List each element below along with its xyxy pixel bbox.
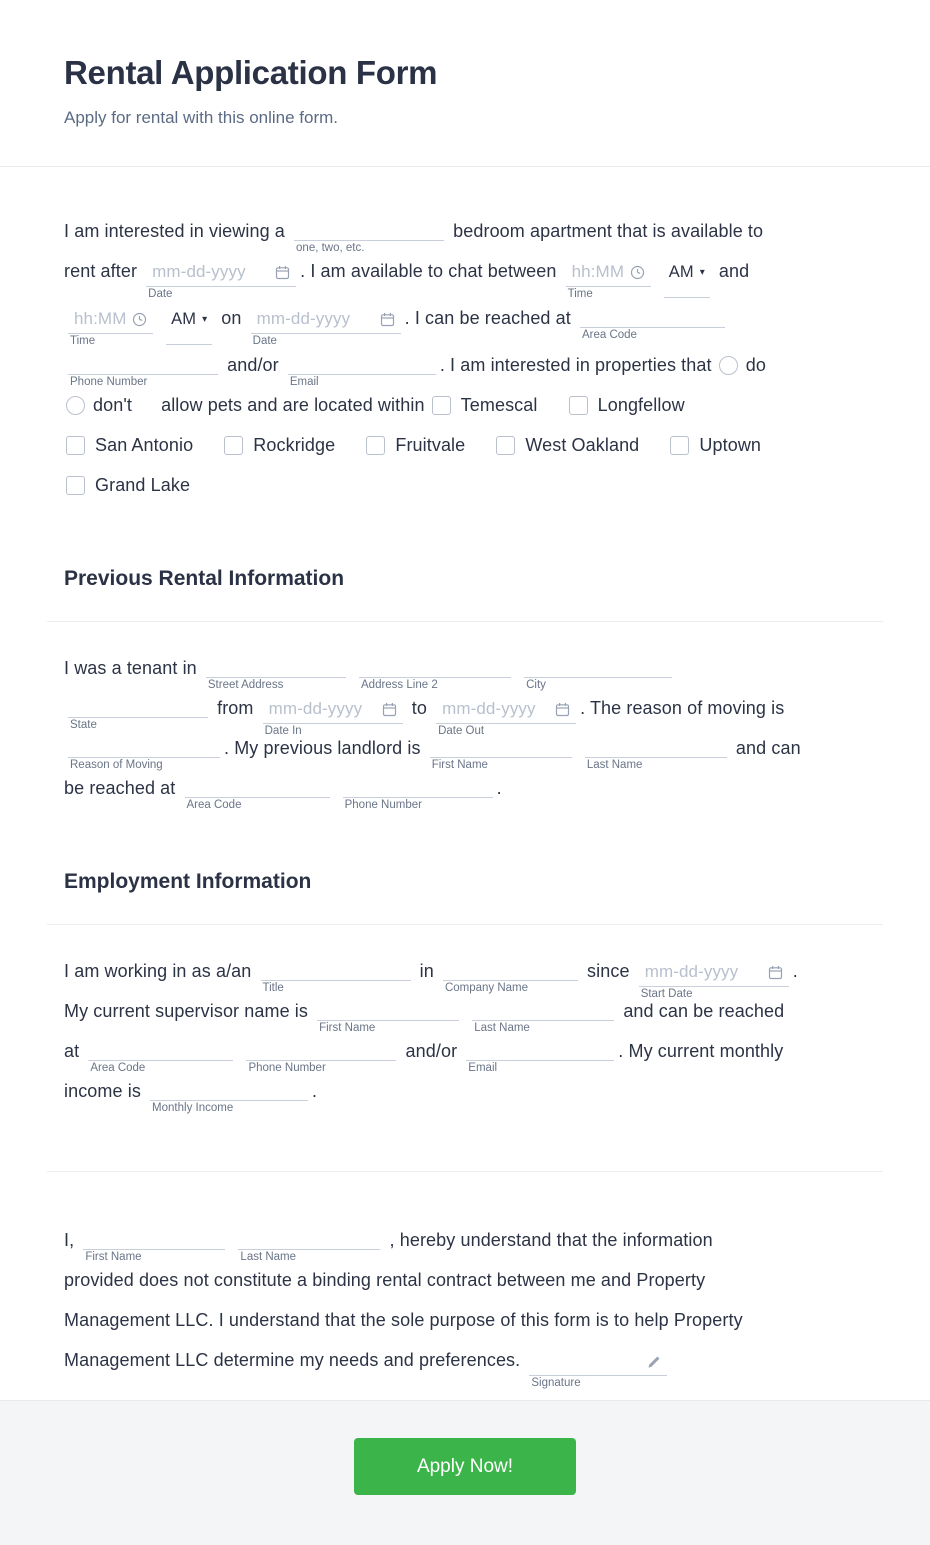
checkbox-icon[interactable] — [66, 476, 85, 495]
text-segment: I am interested in viewing a — [64, 221, 285, 241]
field-sublabel: Last Name — [474, 1022, 530, 1034]
chevron-down-icon: ▾ — [202, 314, 208, 325]
checkbox-label: Uptown — [699, 435, 762, 455]
calendar-icon — [555, 702, 570, 717]
checkbox-icon[interactable] — [66, 436, 85, 455]
field-sublabel: Time — [70, 335, 96, 348]
field-sublabel: Date Out — [438, 725, 485, 738]
field-sublabel: Area Code — [90, 1062, 146, 1074]
calendar-icon — [380, 312, 395, 327]
work-phone-input[interactable] — [246, 1041, 396, 1074]
checkbox-icon[interactable] — [366, 436, 385, 455]
field-sublabel: Start Date — [640, 988, 693, 1001]
field-sublabel: Last Name — [240, 1251, 297, 1263]
calendar-icon — [382, 702, 397, 717]
neighborhood-checkbox-fruitvale[interactable] — [366, 435, 465, 455]
text-segment: I am working in as a/an — [64, 961, 252, 981]
field-sublabel: Area Code — [186, 799, 242, 811]
checkbox-icon[interactable] — [432, 396, 451, 415]
text-segment: and can be reached — [623, 1001, 785, 1021]
text-segment: . I am available to chat between — [300, 261, 557, 281]
company-name-input[interactable] — [443, 961, 578, 994]
field-sublabel: Email — [468, 1062, 498, 1074]
email-input[interactable] — [288, 355, 436, 388]
text-segment: income is — [64, 1081, 141, 1101]
supervisor-first-name-input[interactable] — [317, 1001, 459, 1034]
text-segment: . My current monthly — [618, 1041, 784, 1061]
checkbox-label: Fruitvale — [395, 435, 466, 455]
text-segment: Management LLC determine my needs and preferences. — [64, 1350, 521, 1370]
time-placeholder: hh:MM — [571, 262, 625, 281]
calendar-icon — [768, 965, 783, 980]
prev-address2-input[interactable] — [359, 658, 511, 691]
date-placeholder: mm-dd-yyyy — [442, 699, 536, 718]
neighborhood-checkbox-san-antonio[interactable] — [66, 435, 193, 455]
landlord-first-name-input[interactable] — [430, 738, 572, 771]
field-sublabel: Date — [252, 335, 277, 348]
form-content — [0, 167, 930, 1389]
section-divider — [47, 621, 883, 622]
pets-radio-dont[interactable] — [66, 395, 132, 415]
bedrooms-input[interactable] — [294, 221, 444, 254]
field-sublabel: Date — [148, 288, 173, 301]
field-sublabel: Company Name — [444, 982, 529, 994]
field-sublabel: Reason of Moving — [70, 759, 163, 771]
chat-start-time-input[interactable] — [566, 262, 651, 301]
previous-rental-paragraph — [64, 648, 866, 811]
checkbox-label: West Oakland — [525, 435, 640, 455]
chevron-down-icon: ▾ — [699, 267, 705, 278]
radio-label: don't — [93, 395, 132, 415]
field-sublabel: Monthly Income — [152, 1102, 234, 1114]
text-segment: and/or — [227, 355, 279, 375]
text-segment: I, — [64, 1230, 75, 1250]
text-segment: . The reason of moving is — [580, 698, 785, 718]
text-segment: from — [217, 698, 254, 718]
reason-of-moving-input[interactable] — [68, 738, 220, 771]
text-segment: bedroom apartment that is available to — [453, 221, 764, 241]
text-segment: . — [312, 1081, 318, 1101]
field-sublabel: Address Line 2 — [361, 679, 438, 691]
landlord-last-name-input[interactable] — [585, 738, 727, 771]
clock-icon — [630, 265, 645, 280]
field-sublabel: First Name — [431, 759, 488, 771]
pencil-icon — [646, 1355, 661, 1370]
field-sublabel: Area Code — [581, 329, 637, 341]
checkbox-label: San Antonio — [95, 435, 194, 455]
checkbox-icon[interactable] — [569, 396, 588, 415]
neighborhood-checkbox-grand-lake[interactable] — [66, 475, 190, 495]
applicant-first-name-input[interactable] — [83, 1230, 225, 1263]
applicant-last-name-input[interactable] — [238, 1230, 380, 1263]
field-sublabel: Phone Number — [344, 799, 422, 811]
checkbox-label: Grand Lake — [95, 475, 191, 495]
text-segment: to — [411, 698, 427, 718]
radio-label: do — [745, 355, 766, 375]
text-segment: allow pets and are located within — [161, 395, 425, 415]
text-segment: My current supervisor name is — [64, 1001, 308, 1021]
move-in-date-input[interactable] — [146, 262, 296, 301]
phone-number-input[interactable] — [68, 355, 218, 388]
work-email-input[interactable] — [466, 1041, 614, 1074]
field-sublabel: First Name — [85, 1251, 142, 1263]
field-sublabel: City — [526, 679, 546, 691]
text-segment: and — [718, 261, 750, 281]
checkbox-icon[interactable] — [670, 436, 689, 455]
work-area-code-input[interactable] — [88, 1041, 233, 1074]
date-in-input[interactable] — [263, 699, 403, 738]
text-segment: since — [587, 961, 630, 981]
prev-street-input[interactable] — [206, 658, 346, 691]
text-segment: and/or — [405, 1041, 458, 1061]
calendar-icon — [275, 265, 290, 280]
date-placeholder: mm-dd-yyyy — [256, 309, 351, 328]
date-placeholder: mm-dd-yyyy — [152, 262, 246, 281]
date-placeholder: mm-dd-yyyy — [644, 962, 739, 981]
field-sublabel: Signature — [531, 1377, 581, 1389]
checkbox-label: Longfellow — [597, 395, 685, 415]
time-placeholder: hh:MM — [74, 309, 127, 328]
neighborhood-checkbox-west-oakland[interactable] — [496, 435, 639, 455]
field-sublabel: Phone Number — [70, 376, 148, 388]
field-sublabel: State — [70, 719, 97, 731]
pets-radio-do[interactable] — [719, 355, 766, 375]
field-sublabel: Time — [567, 288, 593, 301]
text-segment: and can — [735, 738, 801, 758]
checkbox-label: Rockridge — [253, 435, 336, 455]
text-segment: I was a tenant in — [64, 658, 197, 678]
form-header — [0, 0, 930, 128]
form-footer — [0, 1400, 930, 1545]
section-title-employment: Employment Information — [64, 870, 312, 893]
landlord-phone-input[interactable] — [343, 778, 493, 811]
text-segment: . I can be reached at — [404, 308, 571, 328]
intro-paragraph — [64, 211, 866, 505]
apply-now-button[interactable]: Apply Now! — [354, 1438, 576, 1495]
date-out-input[interactable] — [436, 699, 576, 738]
section-divider — [47, 924, 883, 925]
start-date-input[interactable] — [639, 962, 789, 1001]
neighborhood-checkbox-longfellow[interactable] — [569, 395, 685, 415]
text-segment: Management LLC. I understand that the sole purpose of this form is to help Property — [64, 1310, 743, 1330]
chat-end-ampm-select[interactable] — [166, 298, 212, 345]
text-segment: . — [792, 961, 798, 981]
radio-icon[interactable] — [66, 396, 85, 415]
signature-input[interactable] — [529, 1354, 667, 1389]
text-segment: . I am interested in properties that — [439, 355, 712, 375]
neighborhood-checkbox-uptown[interactable] — [670, 435, 761, 455]
field-sublabel: Last Name — [586, 759, 643, 771]
text-segment: rent after — [64, 261, 138, 281]
text-segment: . — [496, 778, 502, 798]
employment-paragraph — [64, 951, 866, 1114]
page-subtitle: Apply for rental with this online form. — [64, 108, 339, 127]
field-sublabel: Email — [289, 376, 319, 388]
text-segment: provided does not constitute a binding rental contract between me and Property — [64, 1270, 706, 1290]
checkbox-icon[interactable] — [496, 436, 515, 455]
landlord-area-code-input[interactable] — [185, 778, 330, 811]
field-sublabel: Street Address — [207, 679, 284, 691]
page-title: Rental Application Form — [64, 54, 438, 91]
supervisor-last-name-input[interactable] — [472, 1001, 614, 1034]
field-sublabel: Title — [262, 982, 284, 994]
text-segment: on — [221, 308, 242, 328]
monthly-income-input[interactable] — [150, 1081, 308, 1114]
radio-icon[interactable] — [719, 356, 738, 375]
field-sublabel: one, two, etc. — [296, 242, 365, 254]
ampm-value: AM — [171, 310, 197, 328]
checkbox-label: Temescal — [460, 395, 538, 415]
checkbox-icon[interactable] — [224, 436, 243, 455]
field-sublabel: Phone Number — [248, 1062, 326, 1074]
prev-city-input[interactable] — [524, 658, 672, 691]
neighborhood-checkbox-temescal[interactable] — [432, 395, 538, 415]
chat-end-time-input[interactable] — [68, 309, 153, 348]
clock-icon — [132, 312, 147, 327]
chat-start-ampm-select[interactable] — [664, 251, 710, 298]
field-sublabel: First Name — [319, 1022, 376, 1034]
area-code-input[interactable] — [580, 308, 725, 341]
chat-date-input[interactable] — [251, 309, 401, 348]
section-divider — [47, 1171, 883, 1172]
field-sublabel: Date In — [264, 725, 302, 738]
text-segment: at — [64, 1041, 80, 1061]
agreement-paragraph — [64, 1220, 866, 1389]
text-segment: in — [419, 961, 434, 981]
ampm-value: AM — [668, 263, 694, 281]
text-segment: be reached at — [64, 778, 176, 798]
text-segment: , hereby understand that the information — [389, 1230, 713, 1250]
neighborhood-checkbox-rockridge[interactable] — [224, 435, 335, 455]
section-title-previous-rental: Previous Rental Information — [64, 567, 345, 590]
prev-state-input[interactable] — [68, 698, 208, 731]
job-title-input[interactable] — [261, 961, 411, 994]
text-segment: . My previous landlord is — [224, 738, 421, 758]
date-placeholder: mm-dd-yyyy — [268, 699, 363, 718]
